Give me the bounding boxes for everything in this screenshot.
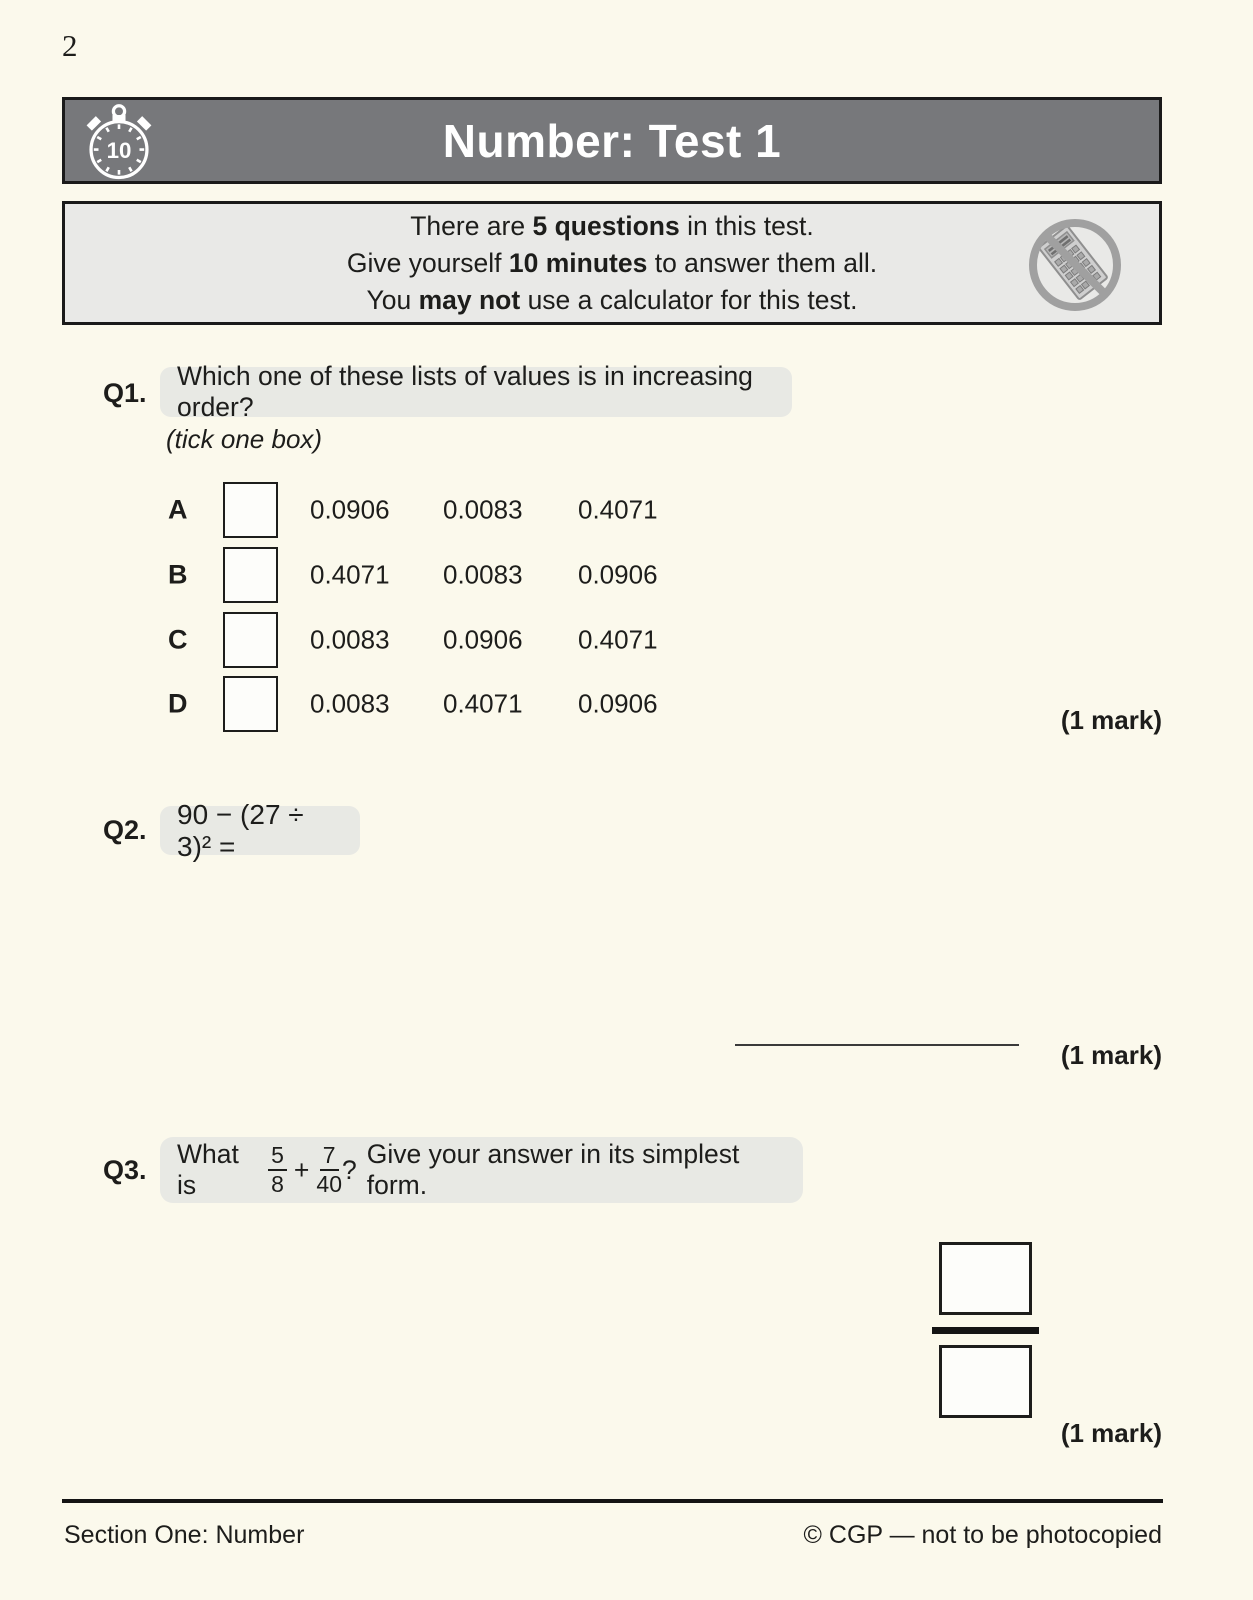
footer-section-title: Section One: Number	[64, 1521, 305, 1549]
q2-marks: (1 mark)	[1060, 1040, 1162, 1070]
q3-denominator-box[interactable]	[939, 1345, 1032, 1418]
option-value: 0.4071	[578, 624, 658, 655]
q2-label: Q2.	[103, 815, 147, 845]
option-value: 0.4071	[578, 494, 658, 525]
option-letter: D	[168, 688, 188, 719]
page-title: Number: Test 1	[442, 114, 782, 167]
option-b-checkbox[interactable]	[223, 547, 278, 603]
option-letter: C	[168, 624, 188, 655]
option-value: 0.0083	[310, 624, 390, 655]
option-d-checkbox[interactable]	[223, 676, 278, 732]
timer-value: 10	[106, 137, 132, 163]
option-value: 0.0906	[578, 559, 658, 590]
q3-question	[160, 1137, 803, 1203]
info-line-3: You may not use a calculator for this test.	[366, 284, 858, 315]
option-value: 0.0906	[443, 624, 523, 655]
info-line-1: There are 5 questions in this test.	[410, 210, 814, 241]
q2-question: 90 − (27 ÷ 3)² =	[160, 806, 360, 855]
option-value: 0.0083	[310, 688, 390, 719]
test-info-box	[62, 201, 1162, 325]
option-row-b	[0, 547, 1253, 603]
footer-divider	[62, 1499, 1163, 1503]
q3-question-mark: ?	[342, 1154, 357, 1185]
q3-marks: (1 mark)	[1060, 1418, 1162, 1448]
option-value: 0.0083	[443, 559, 523, 590]
page-number: 2	[62, 28, 78, 63]
header-bar	[62, 97, 1162, 184]
option-value: 0.4071	[443, 688, 523, 719]
option-value: 0.0906	[310, 494, 390, 525]
fraction-5-8: $\frac{5}{8}$	[268, 1143, 287, 1197]
option-value: 0.4071	[310, 559, 390, 590]
option-value: 0.0083	[443, 494, 523, 525]
q3-text-pre: What is	[177, 1139, 239, 1200]
q1-instruction: (tick one box)	[166, 424, 323, 454]
stopwatch-icon	[78, 102, 160, 189]
q2-answer-line[interactable]	[735, 1012, 1019, 1046]
fraction-bar	[932, 1327, 1039, 1334]
q1-label: Q1.	[103, 378, 147, 408]
footer-copyright: © CGP — not to be photocopied	[803, 1521, 1162, 1549]
plus-operator: +	[293, 1154, 310, 1185]
q1-question: Which one of these lists of values is in increasing order?	[160, 367, 792, 417]
option-value: 0.0906	[578, 688, 658, 719]
option-c-checkbox[interactable]	[223, 612, 278, 668]
option-letter: A	[168, 494, 188, 525]
no-calculator-icon	[1025, 215, 1125, 325]
option-letter: B	[168, 559, 188, 590]
option-row-c	[0, 612, 1253, 668]
info-line-2: Give yourself 10 minutes to answer them all.	[346, 247, 878, 278]
q3-numerator-box[interactable]	[939, 1242, 1032, 1315]
fraction-7-40: $\frac{7}{40}$	[316, 1142, 342, 1197]
q1-marks: (1 mark)	[1060, 705, 1162, 735]
option-row-a	[0, 482, 1253, 538]
option-a-checkbox[interactable]	[223, 482, 278, 538]
q3-label: Q3.	[103, 1155, 147, 1185]
q3-text-post: Give your answer in its simplest form.	[366, 1139, 740, 1200]
